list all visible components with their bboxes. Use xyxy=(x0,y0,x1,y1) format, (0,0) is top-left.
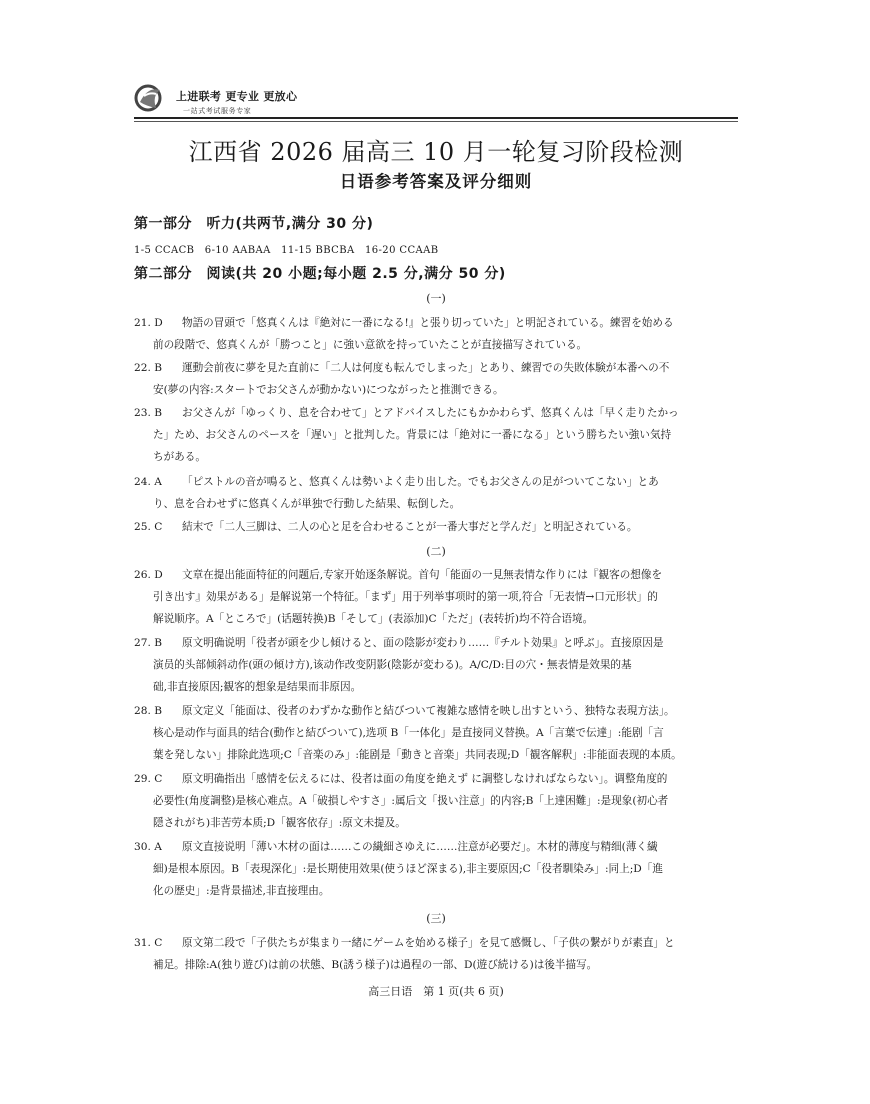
part1-heading: 第一部分 听力(共两节,满分 30 分) xyxy=(134,216,374,232)
item-text: 物語の冒頭で「悠真くんは『絶対に一番になる!』と張り切っていた」と明記されている。練習を始める xyxy=(182,317,674,329)
item-text: 础,非直接原因;観客的想象是结果而非原因。 xyxy=(153,681,362,693)
item-text: 原文第二段で「子供たちが集まり一緒にゲームを始める様子」を見て感慨し、「子供の繋がりが素直」と xyxy=(182,937,675,949)
item-text: た」ため、お父さんのペースを「遅い」と批判した。背景には「絶対に一番になる」という勝ちたい強い気持 xyxy=(153,429,672,441)
answer-item xyxy=(134,564,740,630)
brand-tagline: 一站式考试服务专家 xyxy=(183,107,252,115)
item-number: 29. C xyxy=(134,773,163,785)
item-number: 23. B xyxy=(134,407,162,419)
item-text: 文章在提出能面特征的问题后,专家开始逐条解说。首句「能面の一見無表情な作りには『観客の想像を xyxy=(182,569,663,581)
item-number: 30. A xyxy=(134,841,162,853)
item-text: 隠されがち)非苦劳本质;D「観客依存」:原文未提及。 xyxy=(153,817,406,829)
item-number: 25. C xyxy=(134,521,163,533)
item-text: ちがある。 xyxy=(153,451,206,463)
item-text: 結末で「二人三脚は、二人の心と足を合わせることが一番大事だと学んだ」と明記されている。 xyxy=(182,521,638,533)
answer-item xyxy=(134,516,740,538)
item-text: 安(夢の内容:スタートでお父さんが動かない)につながったと推測できる。 xyxy=(153,384,504,396)
item-text: 「ピストルの音が鳴ると、悠真くんは勢いよく走り出した。でもお父さんの足がついてこない」とあ xyxy=(182,476,659,488)
item-text: 前の段階で、悠真くんが「勝つこと」に強い意欲を持っていたことが直接描写されている。 xyxy=(153,339,588,351)
section-marker: (二) xyxy=(426,545,446,558)
item-text: 引き出す』効果がある」是解说第一个特征。「まず」用于列举事项时的第一项,符合「无表情→口元形状」的 xyxy=(153,591,658,603)
item-number: 22. B xyxy=(134,362,162,374)
answer-item xyxy=(134,471,740,515)
item-text: 核心是动作与面具的结合(動作と結びついて),选项 B「一体化」是直接同义替换。A「言葉で伝達」:能剧「言 xyxy=(153,727,664,739)
item-number: 21. D xyxy=(134,317,163,329)
item-text: 原文定义「能面は、役者のわずかな動作と結びついて複雑な感情を映し出すという、独特な表現方法」。 xyxy=(182,705,675,717)
header-divider xyxy=(134,117,738,119)
item-text: 解说顺序。A「ところで」(话题转换)B「そして」(表添加)C「ただ」(表转折)均不符合语境。 xyxy=(153,613,594,625)
item-text: 原文明确说明「役者が頭を少し傾けると、面の陰影が変わり……『チルト効果』と呼ぶ」。直接原因是 xyxy=(182,637,664,649)
item-number: 28. B xyxy=(134,705,162,717)
item-text: 葉を発しない」排除此选项;C「音楽のみ」:能剧是「動きと音楽」共同表现;D「観客解釈」:非能面表现的本质。 xyxy=(153,749,682,761)
item-text: 細)是根本原因。B「表現深化」:是长期使用效果(使うほど深まる),非主要原因;C「役者馴染み」:同上;D「進 xyxy=(153,863,663,875)
item-text: 原文明确指出「感情を伝えるには、役者は面の角度を絶えず に調整しなければならない」。调整角度的 xyxy=(182,773,668,785)
item-text: 運動会前夜に夢を見た直前に「二人は何度も転んでしまった」とあり、練習での失敗体験が本番への不 xyxy=(182,362,670,374)
section-marker: (一) xyxy=(426,292,446,305)
page-footer: 高三日语 第 1 页(共 6 页) xyxy=(368,985,504,998)
answer-item xyxy=(134,768,740,834)
document-subtitle: 日语参考答案及评分细则 xyxy=(339,172,533,191)
listening-answers: 1-5 CCACB 6-10 AABAA 11-15 BBCBA 16-20 CCAAB xyxy=(134,245,439,256)
section-marker: (三) xyxy=(426,912,446,925)
item-text: 必要性(角度調整)是核心难点。A「破損しやすさ」:属后文「扱い注意」的内容;B「上達困難」:是现象(初心者 xyxy=(153,795,669,807)
item-text: 化の歴史」:是背景描述,非直接理由。 xyxy=(153,885,330,897)
item-text: 補足。排除:A(独り遊び)は前の状態、B(誘う様子)は過程の一部、D(遊び続ける)は後半描写。 xyxy=(153,959,598,971)
answer-item xyxy=(134,700,740,766)
answer-item xyxy=(134,312,740,356)
part2-heading: 第二部分 阅读(共 20 小题;每小题 2.5 分,满分 50 分) xyxy=(134,266,506,282)
answer-item xyxy=(134,932,740,976)
item-number: 24. A xyxy=(134,476,162,488)
item-number: 26. D xyxy=(134,569,163,581)
answer-item xyxy=(134,357,740,401)
brand-logo-icon xyxy=(134,82,174,114)
item-text: 演员的头部倾斜动作(頭の傾け方),该动作改变阴影(陰影が変わる)。A/C/D:目の穴・無表情是效果的基 xyxy=(153,659,632,671)
item-text: お父さんが「ゆっくり、息を合わせて」とアドバイスしたにもかかわらず、悠真くんは「早く走りたかっ xyxy=(182,407,679,419)
item-number: 31. C xyxy=(134,937,163,949)
answer-item xyxy=(134,402,740,468)
answer-item xyxy=(134,632,740,698)
item-text: 原文直接说明「薄い木材の面は……この繊細さゆえに……注意が必要だ」。木材的薄度与精细(薄く繊 xyxy=(182,841,658,853)
item-text: り、息を合わせずに悠真くんが単独で行動した結果、転倒した。 xyxy=(153,498,461,510)
item-number: 27. B xyxy=(134,637,162,649)
document-title: 江西省 2026 届高三 10 月一轮复习阶段检测 xyxy=(188,138,684,166)
brand-slogan: 上进联考 更专业 更放心 xyxy=(176,90,298,103)
answer-item xyxy=(134,836,740,902)
header-divider-thin xyxy=(134,121,738,122)
